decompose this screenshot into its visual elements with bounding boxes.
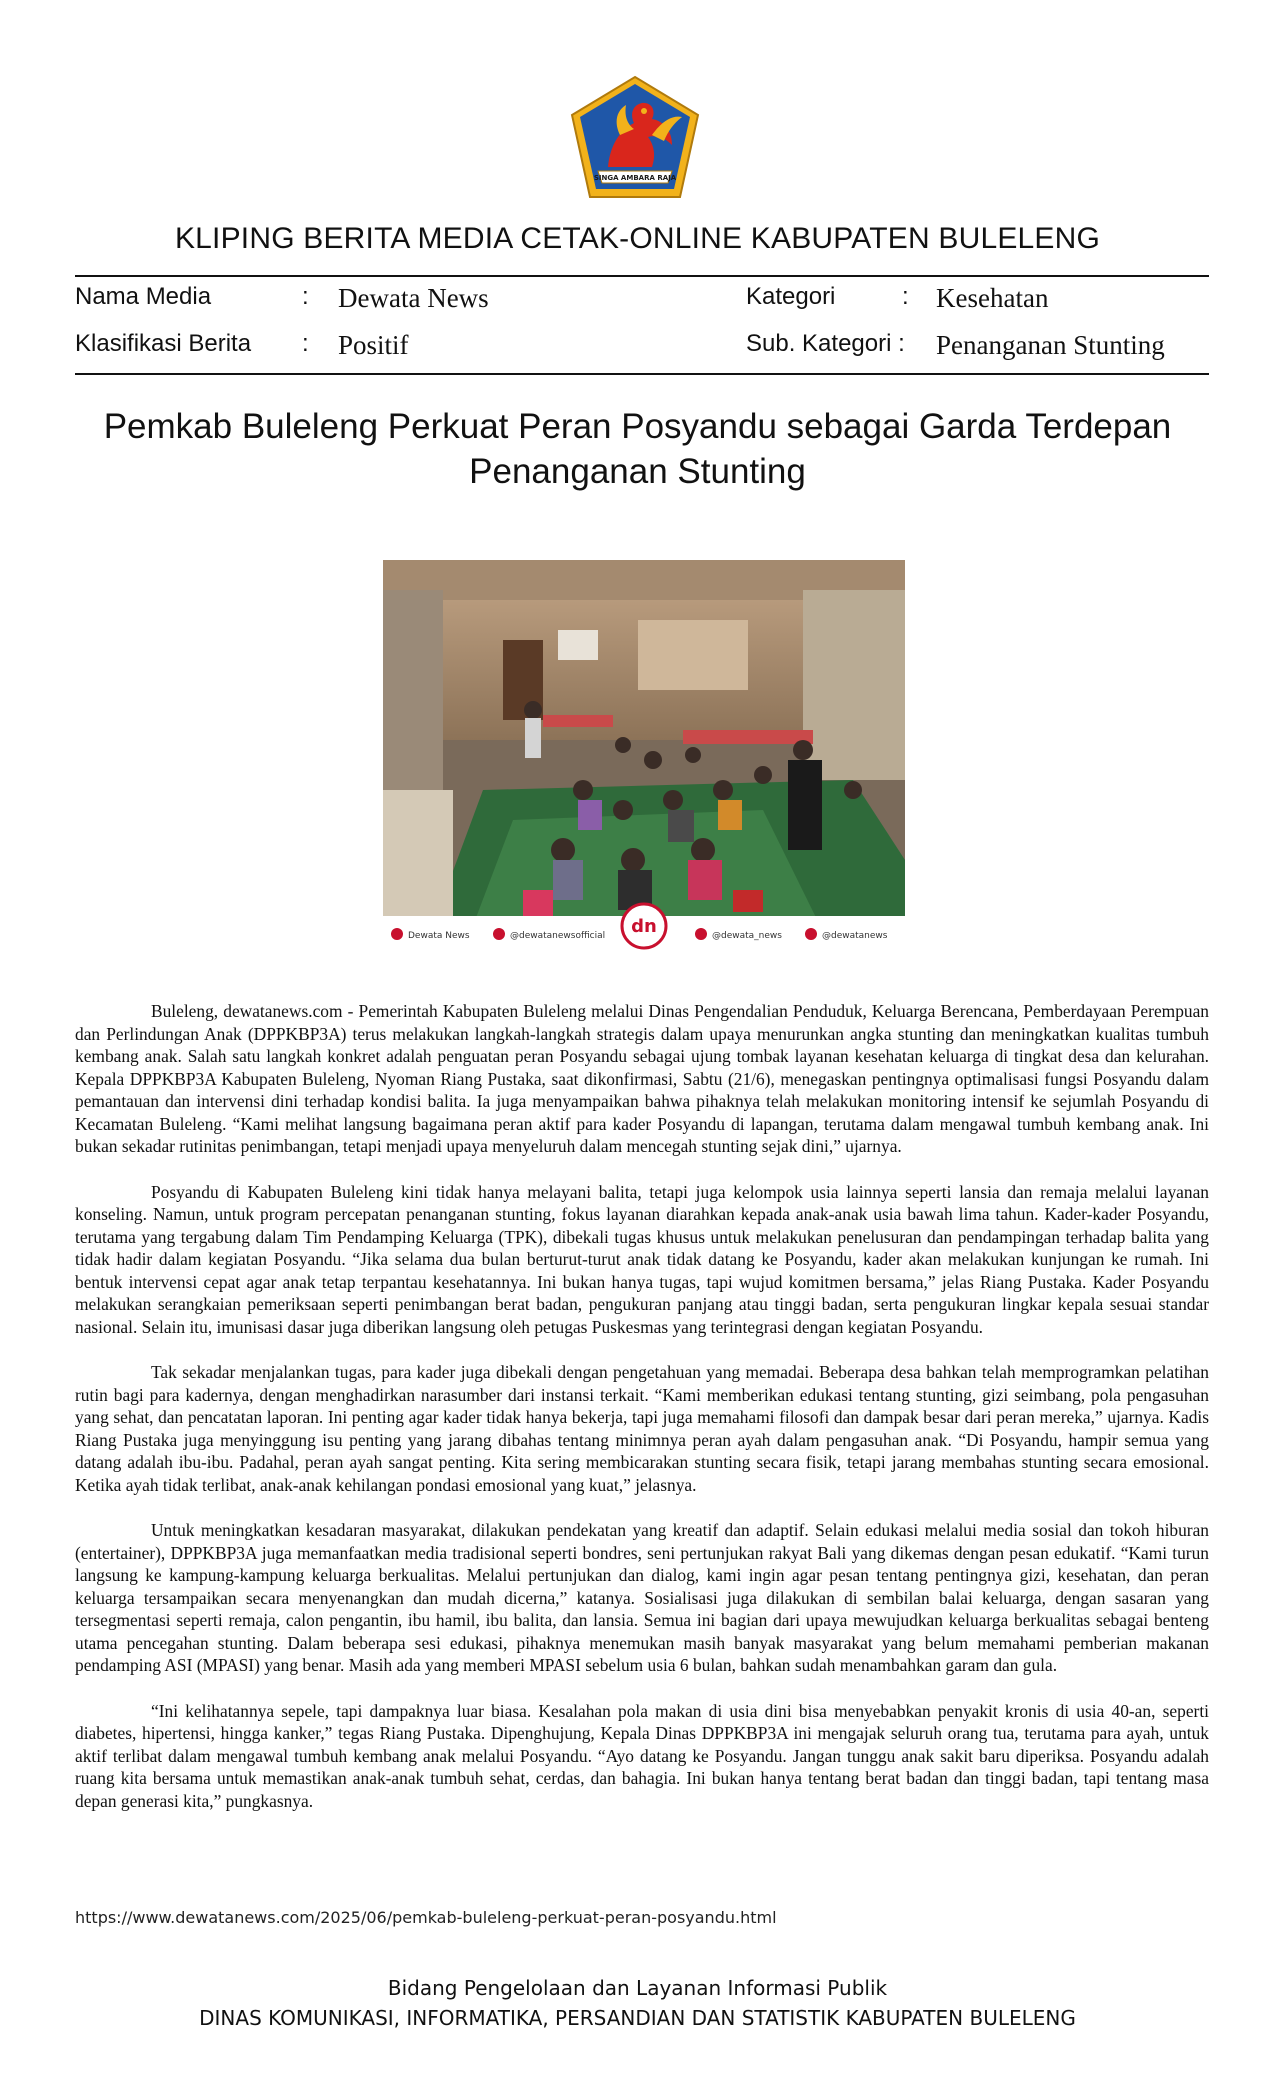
article-photo [383, 560, 905, 952]
headline-line-2: Penanganan Stunting [469, 452, 806, 491]
media-colon: : [302, 283, 309, 310]
category-label: Kategori [746, 283, 836, 310]
article-paragraph: “Ini kelihatannya sepele, tapi dampaknya luar biasa. Kesalahan pola makan di usia dini bisa menyebabkan penyakit kronis di usia 40-an, seperti diabetes, hipertensi, hingga kanker,” tegas Riang Pustaka. Dipenghujung, Kepala Dinas DPPKBP3A ini mengajak seluruh orang tua, terutama para ayah, untuk aktif terlibat dalam mengawal tumbuh kembang anak melalui Posyandu. “Ayo datang ke Posyandu. Jangan tunggu anak sakit baru diperiksa. Posyandu adalah ruang kita bersama untuk memastikan anak-anak tumbuh sehat, cerdas, dan bahagia. Ini bukan hanya tentang berat badan dan tinggi badan, tapi tentang masa depan generasi kita,” pungkasnya. [75, 1700, 1209, 1811]
media-value: Dewata News [338, 283, 489, 313]
bottom-rule [75, 373, 1209, 375]
article-paragraph: Tak sekadar menjalankan tugas, para kader juga dibekali dengan pengetahuan yang memadai. Beberapa desa bahkan telah memprogramkan pelatihan rutin bagi para kadernya, dengan menghadirkan narasumber dari instansi terkait. “Kami memberikan edukasi tentang stunting, gizi seimbang, pola pengasuhan yang sehat, dan pencatatan laporan. Ini penting agar kader tidak hanya bekerja, tapi juga memahami filosofi dan dampak besar dari peran mereka,” ujarnya. Kadis Riang Pustaka juga menyinggung isu penting yang jarang dibahas tentang minimnya peran ayah dalam pengasuhan anak. “Di Posyandu, hampir semua yang datang adalah ibu-ibu. Padahal, peran ayah sangat penting. Kita sering membicarakan stunting secara fisik, tetapi jarang membahas stunting secara emosional. Ketika ayah tidak terlibat, anak-anak kehilangan pondasi emosional yang kuat,” jelasnya. [75, 1362, 1209, 1495]
category-colon: : [902, 283, 909, 310]
photo-instagram-handle: @dewatanewsofficial [510, 931, 606, 941]
photo-youtube-handle: @dewata_news [712, 931, 782, 941]
logo-motto: SINGA AMBARA RAJA [593, 174, 677, 182]
headline-line-1: Pemkab Buleleng Perkuat Peran Posyandu sebagai Garda Terdepan [103, 407, 1172, 446]
photo-facebook-handle: Dewata News [408, 931, 470, 941]
clipping-title: KLIPING BERITA MEDIA CETAK-ONLINE KABUPATEN BULELENG [174, 222, 1101, 255]
buleleng-crest-logo [568, 75, 702, 199]
footer-agency: DINAS KOMUNIKASI, INFORMATIKA, PERSANDIAN DAN STATISTIK KABUPATEN BULELENG [199, 2006, 1076, 2030]
media-label: Nama Media [75, 283, 212, 310]
subcategory-label: Sub. Kategori : [746, 330, 905, 357]
photo-dn-logo: dn [631, 916, 657, 937]
article-headline [90, 404, 1185, 494]
subcategory-value: Penanganan Stunting [936, 330, 1165, 360]
photo-tiktok-handle: @dewatanews [822, 931, 888, 941]
article-paragraph: Buleleng, dewatanews.com - Pemerintah Kabupaten Buleleng melalui Dinas Pengendalian Penduduk, Keluarga Berencana, Pemberdayaan Perempuan dan Perlindungan Anak (DPPKBP3A) terus melakukan langkah-langkah strategis dalam upaya menurunkan angka stunting dan meningkatkan kualitas tumbuh kembang anak. Salah satu langkah konkret adalah penguatan peran Posyandu sebagai ujung tombak layanan kesehatan keluarga di tingkat desa dan kelurahan. Kepala DPPKBP3A Kabupaten Buleleng, Nyoman Riang Pustaka, saat dikonfirmasi, Sabtu (21/6), menegaskan pentingnya optimalisasi fungsi Posyandu dalam pemantauan dan intervensi dini terhadap kondisi balita. Ia juga menyampaikan bahwa pihaknya telah melakukan monitoring intensif ke sejumlah Posyandu di Kecamatan Buleleng. “Kami melihat langsung bagaimana peran aktif para kader Posyandu di lapangan, terutama dalam mengawal tumbuh kembang anak. Ini bukan sekadar rutinitas penimbangan, tetapi menjadi upaya menyeluruh dalam mencegah stunting sejak dini,” ujarnya. [75, 1001, 1209, 1156]
classification-colon: : [302, 330, 309, 357]
category-value: Kesehatan [936, 283, 1049, 313]
source-url: https://www.dewatanews.com/2025/06/pemkab-buleleng-perkuat-peran-posyandu.html [75, 1908, 777, 1927]
top-rule [75, 275, 1209, 277]
article-body [75, 1000, 1209, 1835]
footer-division: Bidang Pengelolaan dan Layanan Informasi Publik [387, 1976, 888, 2000]
article-paragraph: Posyandu di Kabupaten Buleleng kini tidak hanya melayani balita, tetapi juga kelompok usia lainnya seperti lansia dan remaja melalui layanan konseling. Namun, untuk program percepatan penanganan stunting, fokus layanan diarahkan kepada anak-anak usia bawah lima tahun. Kader-kader Posyandu, terutama yang tergabung dalam Tim Pendamping Keluarga (TPK), dibekali tugas khusus untuk melakukan penelusuran dan pendampingan terhadap balita yang tidak hadir dalam kegiatan Posyandu. “Jika selama dua bulan berturut-turut anak tidak datang ke Posyandu, kader akan melakukan kunjungan ke rumah. Ini bentuk intervensi cepat agar anak tetap terpantau kesehatannya. Ini bukan hanya tugas, tapi wujud komitmen bersama,” jelas Riang Pustaka. Kader Posyandu melakukan serangkaian pemeriksaan seperti penimbangan berat badan, pengukuran panjang atau tinggi badan, serta pengukuran lingkar kepala sesuai standar nasional. Selain itu, imunisasi dasar juga diberikan langsung oleh petugas Puskesmas yang terintegrasi dengan kegiatan Posyandu. [75, 1181, 1209, 1337]
classification-label: Klasifikasi Berita [75, 330, 252, 357]
article-paragraph: Untuk meningkatkan kesadaran masyarakat, dilakukan pendekatan yang kreatif dan adaptif. Selain edukasi melalui media sosial dan tokoh hiburan (entertainer), DPPKBP3A juga memanfaatkan media tradisional seperti bondres, seni pertunjukan rakyat Bali yang dikemas dengan pesan edukatif. “Kami turun langsung ke kampung-kampung keluarga berkualitas. Melalui pertunjukan dan dialog, kami ingin agar pesan tentang pentingnya gizi, kesehatan, dan peran keluarga tersampaikan secara menyenangkan dan mudah dicerna,” katanya. Sosialisasi juga dilakukan di sembilan balai keluarga, dengan sasaran yang tersegmentasi seperti remaja, calon pengantin, ibu hamil, ibu balita, dan lansia. Semua ini bagian dari upaya mewujudkan keluarga berkualitas sebagai benteng utama pencegahan stunting. Dalam beberapa sesi edukasi, pihaknya menemukan masih banyak masyarakat yang belum memahami pemberian makanan pendamping ASI (MPASI) yang benar. Masih ada yang memberi MPASI sebelum usia 6 bulan, bahkan sudah menambahkan garam dan gula. [75, 1520, 1209, 1675]
classification-value: Positif [338, 330, 409, 360]
